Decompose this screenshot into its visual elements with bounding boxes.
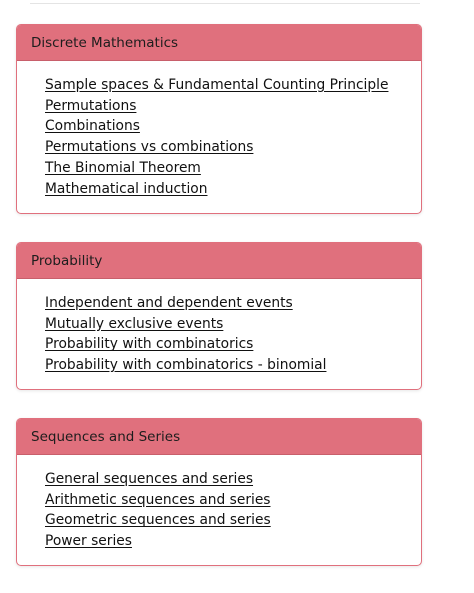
section-header: Probability — [17, 243, 421, 279]
section-links — [17, 279, 421, 376]
section-card-sequences-and-series — [16, 418, 422, 566]
section-links — [17, 61, 421, 199]
topic-link[interactable]: Probability with combinatorics — [45, 336, 254, 353]
section-header: Discrete Mathematics — [17, 25, 421, 61]
topic-link[interactable]: Probability with combinatorics - binomial — [45, 357, 327, 374]
topic-link[interactable]: Sample spaces & Fundamental Counting Principle — [45, 77, 389, 93]
topic-link[interactable]: General sequences and series — [45, 471, 254, 487]
topic-link[interactable]: The Binomial Theorem — [45, 159, 201, 176]
topic-link[interactable]: Geometric sequences and series — [45, 512, 271, 529]
topic-link[interactable]: Power series — [45, 533, 132, 550]
section-links — [17, 455, 421, 552]
topic-link[interactable]: Permutations vs combinations — [45, 139, 254, 156]
topic-link[interactable]: Arithmetic sequences and series — [45, 491, 271, 508]
topic-link[interactable]: Permutations — [45, 97, 137, 114]
section-card-discrete-mathematics — [16, 24, 422, 214]
section-card-probability — [16, 242, 422, 390]
top-divider — [30, 3, 420, 4]
topic-link[interactable]: Mutually exclusive events — [45, 315, 224, 332]
topic-link[interactable]: Combinations — [45, 118, 140, 135]
section-header: Sequences and Series — [17, 419, 421, 455]
topic-link[interactable]: Mathematical induction — [45, 180, 208, 197]
topic-link[interactable]: Independent and dependent events — [45, 295, 293, 311]
